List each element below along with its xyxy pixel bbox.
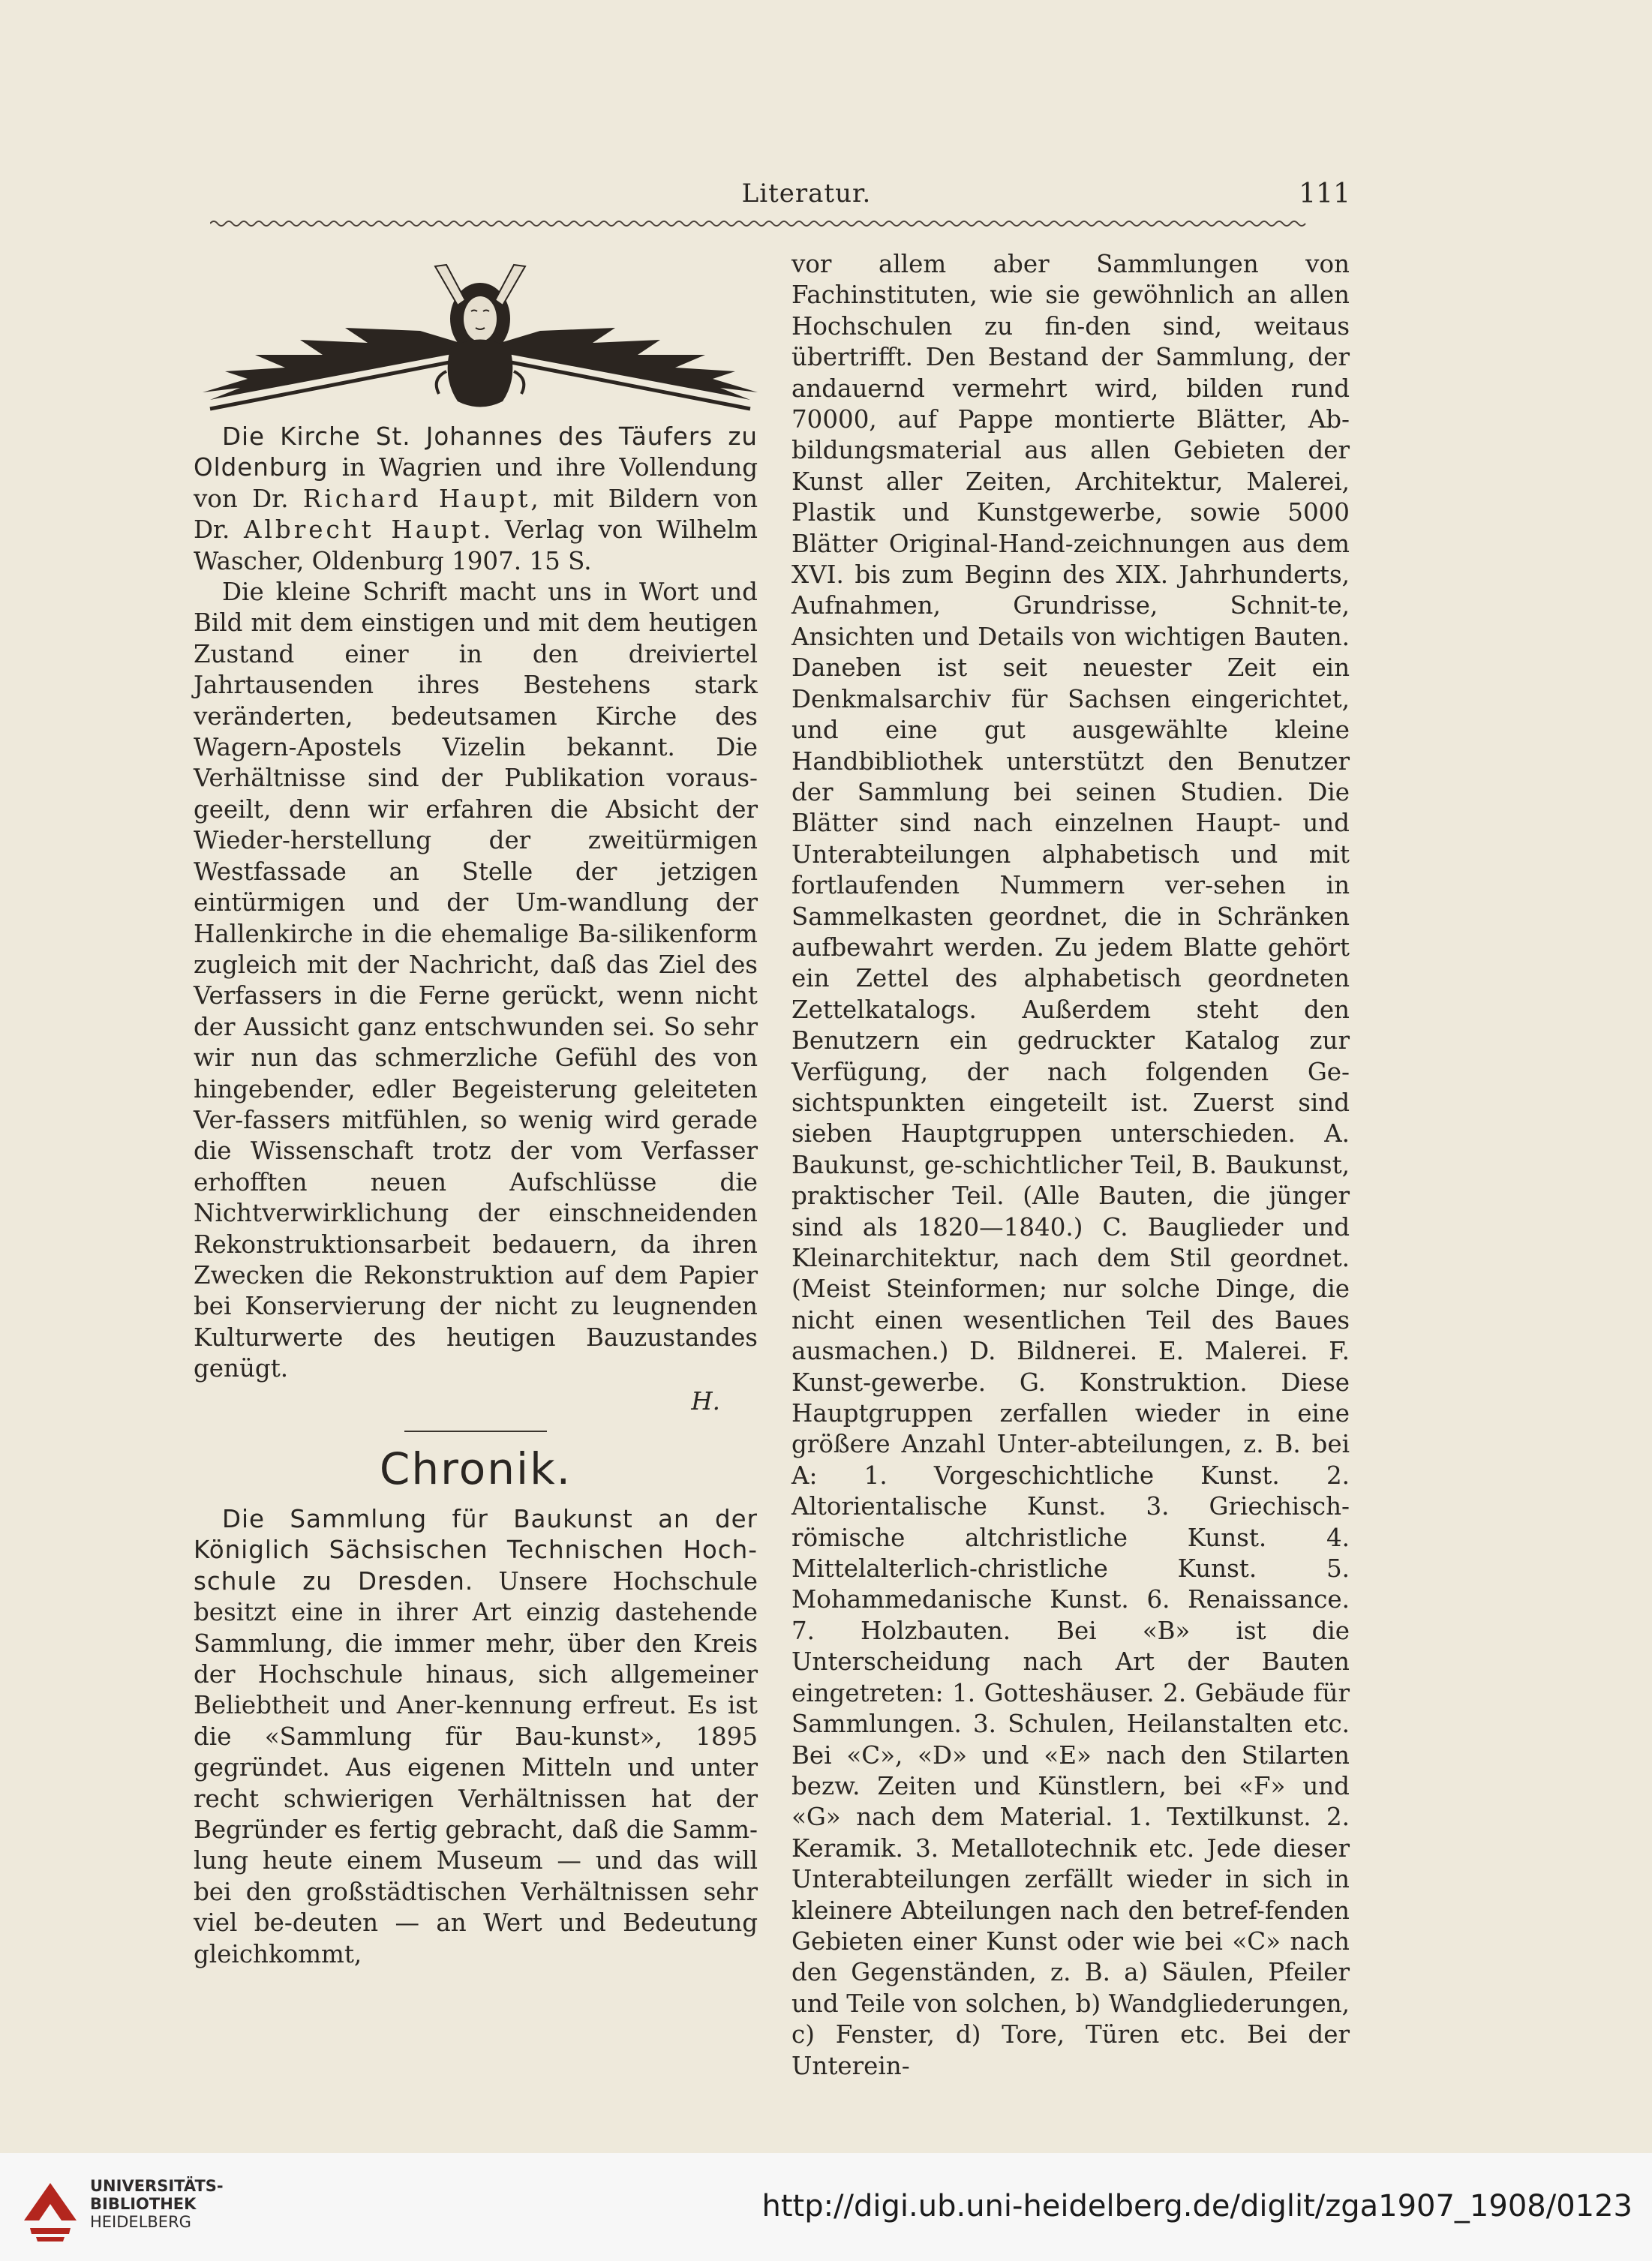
section-divider bbox=[404, 1431, 547, 1432]
library-line-3: HEIDELBERG bbox=[90, 2213, 191, 2231]
library-name bbox=[90, 2177, 224, 2231]
winged-figure-ornament bbox=[195, 259, 765, 420]
review-signature: H. bbox=[691, 1386, 720, 1416]
review-text-2: , mit Bildern von Dr. bbox=[194, 484, 758, 545]
chronicle-title: Die Sammlung für Baukunst an der Königlich Sächsischen Technischen Hoch-schule zu Dresden. bbox=[194, 1505, 758, 1596]
wavy-rule-divider bbox=[210, 215, 1350, 233]
library-line-1: UNIVERSITÄTS- bbox=[90, 2177, 224, 2195]
review-text-3: . Verlag von Wilhelm Wascher, Oldenburg 1907. 15 S. bbox=[194, 515, 758, 575]
library-line-2: BIBLIOTHEK bbox=[90, 2195, 197, 2213]
source-url-link[interactable]: http://digi.ub.uni-heidelberg.de/diglit/zga1907_1908/0123 bbox=[761, 2189, 1632, 2223]
page-header-title: Literatur. bbox=[741, 179, 872, 209]
review-text-1: in Wagrien und ihre Vollendung von Dr. bbox=[194, 453, 758, 513]
chronicle-entry bbox=[194, 1504, 758, 1970]
review-title: Die Kirche St. Johannes des Täufers zu Oldenburg bbox=[194, 422, 758, 482]
left-column bbox=[194, 422, 758, 1970]
library-logo-icon bbox=[17, 2168, 84, 2243]
review-body: Die kleine Schrift macht uns in Wort und Bild mit dem einstigen und mit dem heutigen Zustand einer in den dreiviertel Jahrtausenden ihres Bestehens stark veränderten, bedeutsamen Kirche des Wagern-Apostels Vizelin bekannt. Die Verhältnisse sind der Publikation voraus-geeilt, denn wir erfahren die Absicht der Wieder-herstellung der zweitürmigen Westfassade an Stelle der jetzigen eintürmigen und der Um-wandlung der Hallenkirche in die ehemalige Ba-silikenform zugleich mit der Nachricht, daß das Ziel des Verfassers in die Ferne gerückt, wenn nicht der Aussicht ganz entschwunden sei. So sehr wir nun das schmerzliche Gefühl des von hingebender, edler Begeisterung geleiteten Ver-fassers mitfühlen, so wenig wird gerade die Wissenschaft trotz der vom Verfasser erhofften neuen Aufschlüsse die Nichtverwirklichung der einschneidenden Rekonstruktionsarbeit bedauern, da ihren Zwecken die Rekonstruktion auf dem Papier bei Konservierung der nicht zu leugnenden Kulturwerte des heutigen Bauzustandes genügt. bbox=[194, 578, 758, 1383]
chronicle-text: Unsere Hochschule besitzt eine in ihrer Art einzig dastehende Sammlung, die immer mehr, über den Kreis der Hochschule hinaus, sich allgemeiner Beliebtheit und Aner-kennung erfreut. Es ist die «Sammlung für Bau-kunst», 1895 gegründet. Aus eigenen Mitteln und unter recht schwierigen Verhältnissen hat der Begründer es fertig gebracht, daß die Samm-lung heute einem Museum — und das will bei den großstädtischen Verhältnissen sehr viel be-deuten — an Wert und Bedeutung gleichkommt, bbox=[194, 1566, 758, 1968]
review-entry bbox=[194, 422, 758, 577]
right-column bbox=[791, 249, 1350, 2082]
review-author-2: Albrecht Haupt bbox=[244, 515, 483, 545]
review-author-1: Richard Haupt bbox=[302, 484, 531, 513]
page-number: 111 bbox=[1299, 179, 1350, 209]
section-heading: Chronik. bbox=[379, 1443, 572, 1494]
right-column-text: vor allem aber Sammlungen von Fachinstituten, wie sie gewöhnlich an allen Hochschulen zu fin-den sind, weitaus übertrifft. Den Bestand der Sammlung, der andauernd vermehrt wird, bilden rund 70000, auf Pappe montierte Blätter, Ab-bildungsmaterial aus allen Gebieten der Kunst aller Zeiten, Architektur, Malerei, Plastik und Kunstgewerbe, sowie 5000 Blätter Original-Hand-zeichnungen aus dem XVI. bis zum Beginn des XIX. Jahrhunderts, Aufnahmen, Grundrisse, Schnit-te, Ansichten und Details von wichtigen Bauten. Daneben ist seit neuester Zeit ein Denkmalsarchiv für Sachsen eingerichtet, und eine gut ausgewählte kleine Handbibliothek unterstützt den Benutzer der Sammlung bei seinen Studien. Die Blätter sind nach einzelnen Haupt- und Unterabteilungen alphabetisch und mit fortlaufenden Nummern ver-sehen in Sammelkasten geordnet, die in Schränken aufbewahrt werden. Zu jedem Blatte gehört ein Zettel des alphabetisch geordneten Zettelkatalogs. Außerdem steht den Benutzern ein gedruckter Katalog zur Verfügung, der nach folgenden Ge-sichtspunkten eingeteilt ist. Zuerst sind sieben Hauptgruppen unterschieden. A. Baukunst, ge-schichtlicher Teil, B. Baukunst, praktischer Teil. (Alle Bauten, die jünger sind als 1820—1840.) C. Bauglieder und Kleinarchitektur, nach dem Stil geordnet. (Meist Steinformen; nur solche Dinge, die nicht einen wesentlichen Teil des Baues ausmachen.) D. Bildnerei. E. Malerei. F. Kunst-gewerbe. G. Konstruktion. Diese Hauptgruppen zerfallen wieder in eine größere Anzahl Unter-abteilungen, z. B. bei A: 1. Vorgeschichtliche Kunst. 2. Altorientalische Kunst. 3. Griechisch-römische altchristliche Kunst. 4. Mittelalterlich-christliche Kunst. 5. Mohammedanische Kunst. 6. Renaissance. 7. Holzbauten. Bei «B» ist die Unterscheidung nach Art der Bauten eingetreten: 1. Gotteshäuser. 2. Gebäude für Sammlungen. 3. Schulen, Heilanstalten etc. Bei «C», «D» und «E» nach den Stilarten bezw. Zeiten und Künstlern, bei «F» und «G» nach dem Material. 1. Textilkunst. 2. Keramik. 3. Metallotechnik etc. Jede dieser Unterabteilungen zerfällt wieder in sich in kleinere Abteilungen nach den betref-fenden Gebieten einer Kunst oder wie bei «C» nach den Gegenständen, z. B. a) Säulen, Pfeiler und Teile von solchen, b) Wandgliederungen, c) Fenster, d) Tore, Türen etc. Bei der Unterein- bbox=[791, 250, 1350, 2080]
